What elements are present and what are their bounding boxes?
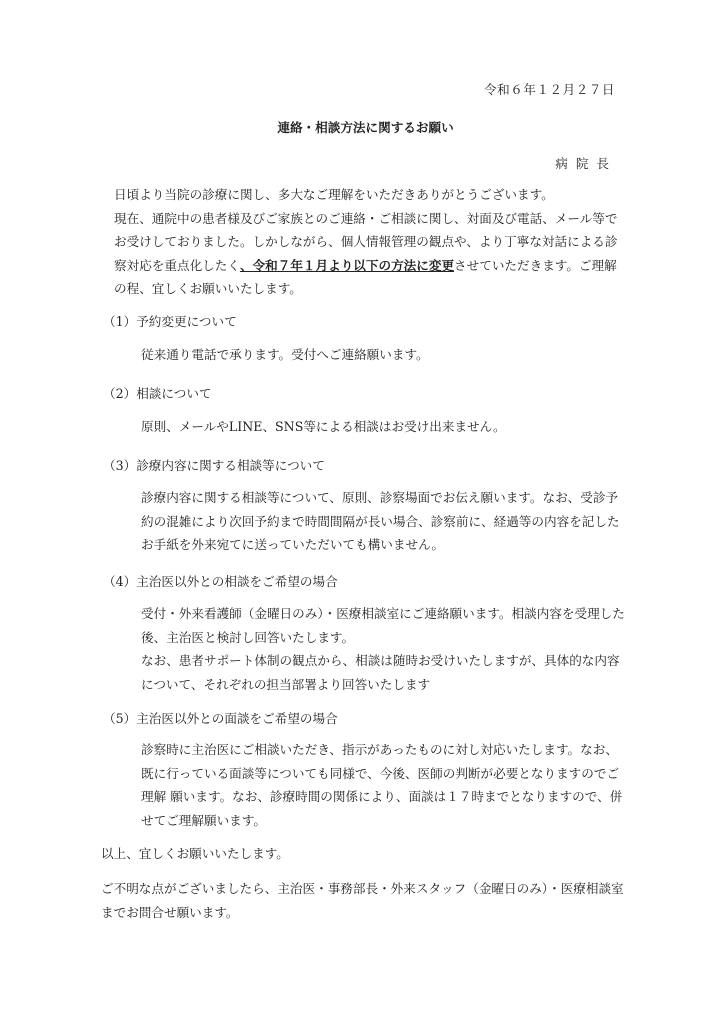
- intro-block: [101, 183, 625, 301]
- intro-paragraph-2: [101, 207, 625, 301]
- section-1-text: 従来通り電話で承ります。受付へご連絡願います。: [141, 347, 429, 362]
- section-2-heading: （2）相談について: [103, 386, 212, 401]
- section-3-text: 診療内容に関する相談等について、原則、診察場面でお伝え願います。なお、受診予約の混雑により次回予約まで時間間隔が長い場合、診察前に、経過等の内容を記したお手紙を外来宛てに送っていただいても構いません。: [141, 490, 620, 552]
- closing-line-2: ご不明な点がございましたら、主治医・事務部長・外来スタッフ（金曜日のみ）・医療相談室までお問合せ願います。: [101, 881, 624, 920]
- section-2-body: [141, 415, 625, 439]
- section-4-body: [141, 602, 625, 696]
- closing-block: [101, 842, 625, 866]
- section-5-body: [141, 738, 625, 832]
- intro-paragraph-1: 日頃より当院の診療に関し、多大なご理解をいただきありがとうございます。: [114, 187, 554, 202]
- contact-block: [101, 877, 625, 924]
- intro-p2-text: 現在、通院中の患者様及びご家族とのご連絡・ご相談に関し、対面及び電話、メール等でお受けしておりました。しかしながら、個人情報管理の観点や、より丁寧な対話による診察対応を重点化したく: [114, 210, 618, 273]
- section-3-body: [141, 486, 625, 557]
- section-3-heading: （3）診療内容に関する相談等について: [103, 458, 325, 473]
- section-5-heading: （5）主治医以外との面談をご希望の場合: [103, 711, 338, 726]
- section-1-heading: （1）予約変更について: [103, 314, 237, 329]
- closing-line-1: 以上、宜しくお願いいたします。: [101, 846, 289, 861]
- document-author: 病院長: [555, 156, 617, 171]
- intro-p2-after: させていただきます。ご理解の程、宜しくお願いいたします。: [114, 257, 617, 296]
- section-2-text: 原則、メールやLINE、SNS等による相談はお受け出来ません。: [141, 419, 506, 434]
- section-4-text-2: なお、患者サポート体制の観点から、相談は随時お受けいたしますが、具体的な内容について、それぞれの担当部署より回答いたします: [141, 653, 620, 692]
- section-1-body: [141, 343, 625, 367]
- section-4-text-1: 受付・外来看護師（金曜日のみ）・医療相談室にご連絡願います。相談内容を受理した後、主治医と検討し回答いたします。: [141, 606, 625, 645]
- document-title: 連絡・相談方法に関するお願い: [277, 120, 454, 135]
- section-5-text: 診察時に主治医にご相談いただき、指示があったものに対し対応いたします。なお、既に行っている面談等についても同様で、今後、医師の判断が必要となりますのでご理解 願います。なお、診療時間の関係により、面談は１７時までとなりますので、併せてご理解願います。: [141, 742, 623, 828]
- document-date: 令和６年１２月２７日: [484, 82, 615, 97]
- section-4-heading: （4）主治医以外との相談をご希望の場合: [103, 574, 338, 589]
- intro-p2-emphasis: 、令和７年１月より以下の方法に変更: [239, 257, 455, 273]
